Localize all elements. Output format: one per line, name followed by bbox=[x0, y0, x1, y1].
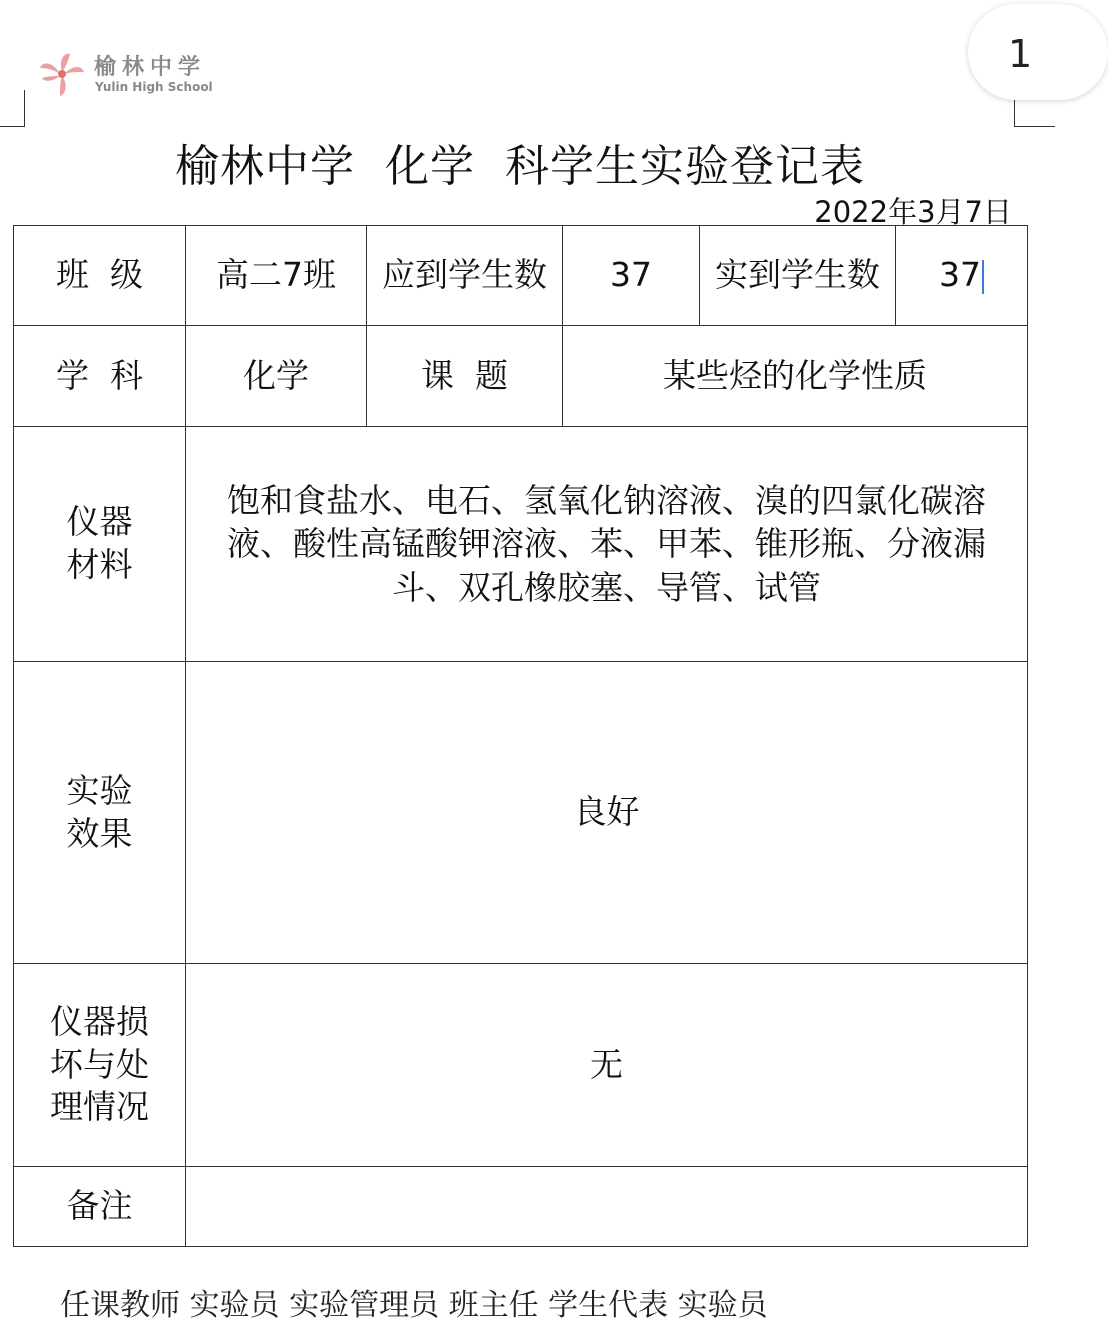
class-label: 班 级 bbox=[14, 226, 186, 326]
text-cursor bbox=[982, 260, 984, 294]
materials-label-line: 仪器 bbox=[66, 502, 133, 542]
class-value[interactable]: 高二7班 bbox=[186, 226, 367, 326]
topic-value[interactable]: 某些烃的化学性质 bbox=[563, 326, 1028, 427]
crop-mark-left bbox=[0, 90, 25, 127]
actual-students-value[interactable]: 37 bbox=[939, 255, 981, 295]
logo-english-name: Yulin High School bbox=[95, 80, 213, 94]
page-number: 1 bbox=[1008, 32, 1033, 76]
table-row bbox=[14, 326, 1028, 427]
damage-label-line: 理情况 bbox=[50, 1087, 149, 1127]
effect-label bbox=[14, 662, 186, 964]
damage-value[interactable]: 无 bbox=[186, 964, 1028, 1167]
damage-label-line: 仪器损 bbox=[50, 1001, 149, 1041]
table-row bbox=[14, 662, 1028, 964]
table-row bbox=[14, 1167, 1028, 1247]
experiment-registration-table bbox=[13, 225, 1028, 1247]
footer-signatures-partial: 任课教师 实验员 实验管理员 班主任 学生代表 实验员 bbox=[60, 1288, 768, 1323]
damage-label bbox=[14, 964, 186, 1167]
materials-label bbox=[14, 427, 186, 662]
effect-value[interactable]: 良好 bbox=[186, 662, 1028, 964]
notes-value[interactable] bbox=[186, 1167, 1028, 1247]
table-row bbox=[14, 964, 1028, 1167]
actual-students-cell[interactable] bbox=[896, 226, 1028, 326]
effect-label-line: 实验 bbox=[66, 770, 133, 810]
subject-label: 学 科 bbox=[14, 326, 186, 427]
school-logo bbox=[38, 50, 228, 98]
document-title: 榆林中学 化学 科学生实验登记表 bbox=[175, 141, 865, 192]
table-row bbox=[14, 427, 1028, 662]
materials-label-line: 材料 bbox=[66, 545, 133, 584]
subject-value[interactable]: 化学 bbox=[186, 326, 367, 427]
expected-students-value[interactable]: 37 bbox=[563, 226, 700, 326]
expected-students-label: 应到学生数 bbox=[367, 226, 563, 326]
effect-label-line: 效果 bbox=[66, 813, 133, 853]
materials-value[interactable]: 饱和食盐水、电石、氢氧化钠溶液、溴的四氯化碳溶液、酸性高锰酸钾溶液、苯、甲苯、锥形瓶、分液漏斗、双孔橡胶塞、导管、试管 bbox=[186, 427, 1028, 662]
notes-label: 备注 bbox=[14, 1167, 186, 1247]
topic-label: 课 题 bbox=[367, 326, 563, 427]
document-date: 2022年3月7日 bbox=[814, 195, 1012, 229]
logo-chinese-name: 榆林中学 bbox=[94, 55, 207, 80]
flower-logo-icon bbox=[38, 50, 86, 98]
damage-label-line: 坏与处 bbox=[50, 1044, 149, 1084]
table-row bbox=[14, 226, 1028, 326]
actual-students-label: 实到学生数 bbox=[700, 226, 896, 326]
page-number-badge[interactable] bbox=[968, 4, 1108, 100]
